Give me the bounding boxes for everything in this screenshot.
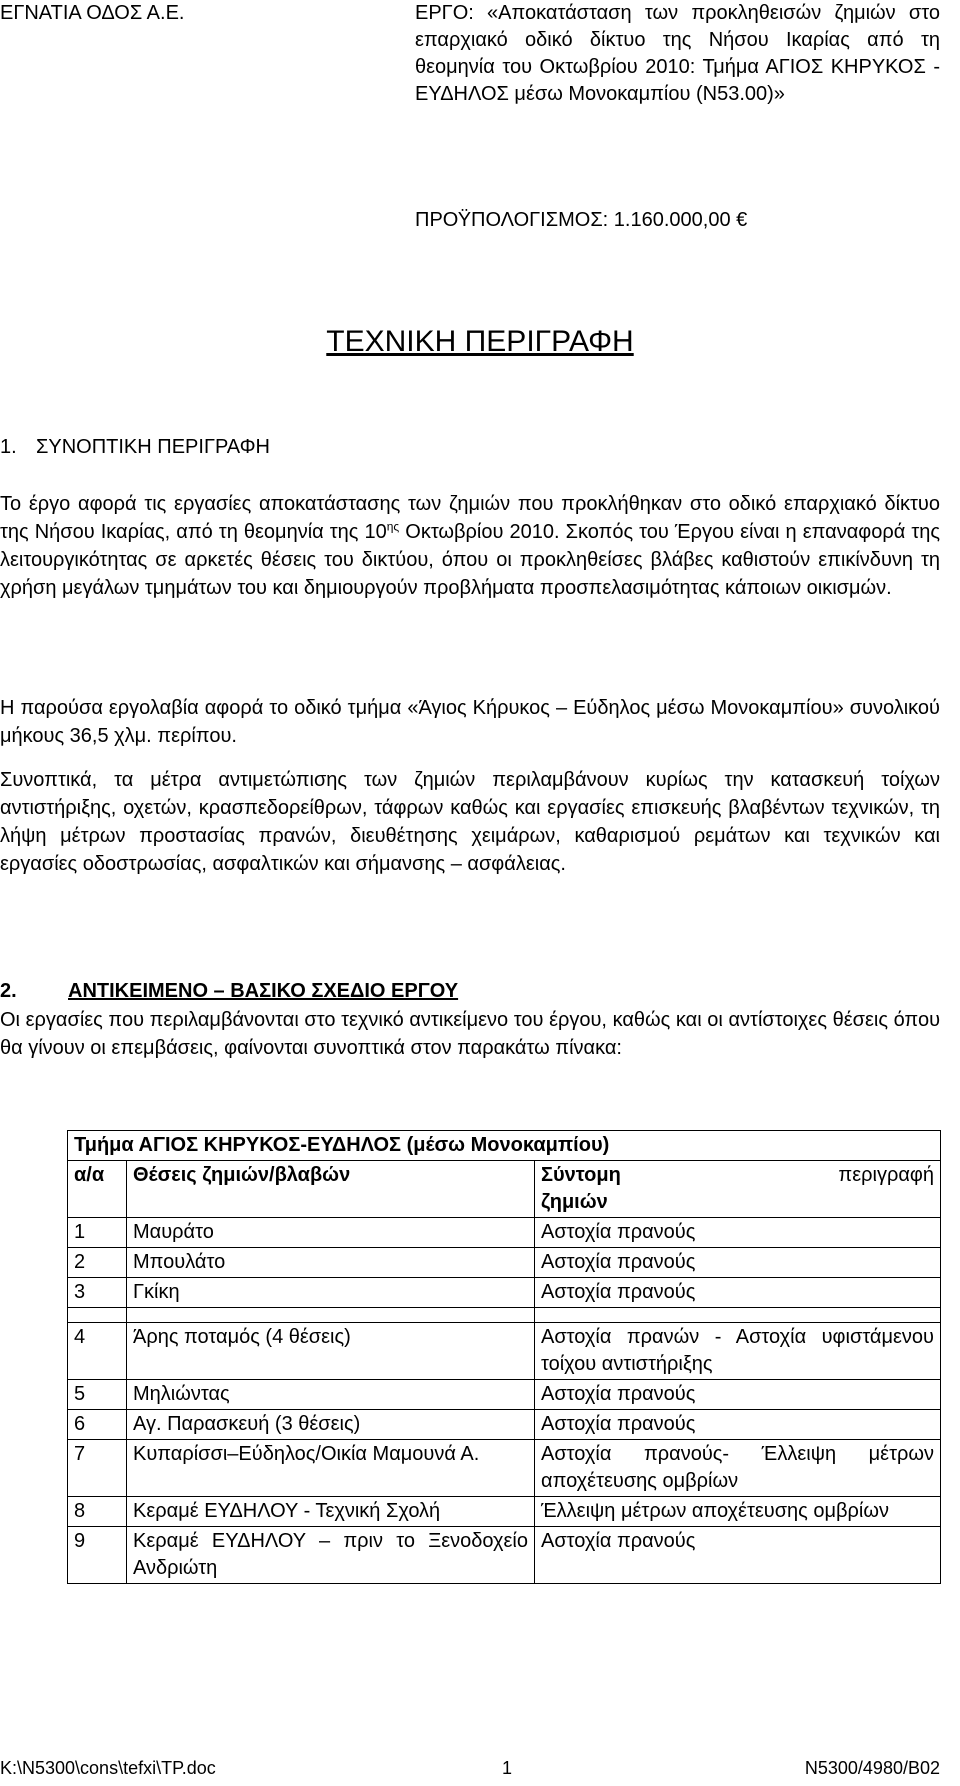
paragraph-text: Οκτωβρίου 2010. Σκοπός του Έργου είναι η επαναφορά της λειτουργικότητας σε αρκετές θέσεις του δικτύου, όπου οι προκληθείσες βλάβες καθιστούν επικίνδυνη τη χρήση μεγάλων τμημάτων του και δημιουργούν προβλήματα προσπελασιμότητας κάποιων οικισμών. — [0, 521, 941, 599]
row-description-cell: Αστοχία πρανούς — [535, 1527, 941, 1584]
section-1-heading — [0, 434, 270, 461]
table-header-row — [68, 1161, 941, 1218]
row-position-cell: Γκίκη — [127, 1278, 535, 1308]
table-row — [68, 1278, 941, 1308]
section-2-number: 2. — [0, 980, 17, 1002]
table-row — [68, 1218, 941, 1248]
section-1-paragraph-1 — [0, 490, 940, 602]
row-number-cell: 5 — [68, 1380, 127, 1410]
table-row — [68, 1497, 941, 1527]
footer-page-number: 1 — [502, 1758, 513, 1778]
row-position-cell: Μαυράτο — [127, 1218, 535, 1248]
row-number-cell: 4 — [68, 1323, 127, 1380]
project-title: ΕΡΓΟ: «Αποκατάσταση των προκληθεισών ζημιών στο επαρχιακό οδικό δίκτυο της Νήσου Ικαρίας από τη θεομηνία του Οκτωβρίου 2010: Τμήμα ΑΓΙΟΣ ΚΗΡΥΚΟΣ - ΕΥΔΗΛΟΣ μέσω Μονοκαμπίου (Ν53.00)» — [415, 2, 940, 105]
row-position-cell: Αγ. Παρασκευή (3 θέσεις) — [127, 1410, 535, 1440]
table-spacer-row — [68, 1308, 941, 1323]
row-number-cell: 1 — [68, 1218, 127, 1248]
row-description-cell: Αστοχία πρανούς — [535, 1248, 941, 1278]
row-position-cell: Άρης ποταμός (4 θέσεις) — [127, 1323, 535, 1380]
header-positions: Θέσεις ζημιών/βλαβών — [127, 1161, 535, 1218]
table-row — [68, 1380, 941, 1410]
row-position-cell: Κεραμέ ΕΥΔΗΛΟΥ – πριν το Ξενοδοχείο Ανδριώτη — [127, 1527, 535, 1584]
table-spacer-cell — [127, 1308, 535, 1323]
header-description-part-1: Σύντομη — [541, 1164, 621, 1186]
row-description-cell: Αστοχία πρανούς — [535, 1278, 941, 1308]
row-description-cell: Αστοχία πρανούς — [535, 1218, 941, 1248]
row-description-cell: Αστοχία πρανούς — [535, 1410, 941, 1440]
row-position-cell: Κυπαρίσσι–Εύδηλος/Οικία Μαμουνά Α. — [127, 1440, 535, 1497]
row-number-cell: 3 — [68, 1278, 127, 1308]
header-description-part-2: περιγραφή — [838, 1164, 934, 1186]
company-name: ΕΓΝΑΤΙΑ ΟΔΟΣ Α.Ε. — [0, 2, 185, 24]
row-number-cell: 7 — [68, 1440, 127, 1497]
section-1-paragraph-3: Συνοπτικά, τα μέτρα αντιμετώπισης των ζημιών περιλαμβάνουν κυρίως την κατασκευή τοίχων αντιστήριξης, οχετών, κρασπεδορείθρων, τάφρων καθώς και εργασίες επισκευής βλαβέντων τεχνικών, τη λήψη μέτρων προστασίας πρανών, διευθέτησης χειμάρων, καθαρισμού ρεμάτων και τεχνικών και εργασίες οδοστρωσίας, ασφαλτικών και σήμανσης – ασφάλειας. — [0, 769, 940, 875]
row-number-cell: 9 — [68, 1527, 127, 1584]
row-description-cell: Αστοχία πρανούς — [535, 1380, 941, 1410]
section-2-heading — [0, 978, 458, 1005]
section-2-heading-text: ΑΝΤΙΚΕΙΜΕΝΟ – ΒΑΣΙΚΟ ΣΧΕΔΙΟ ΕΡΓΟΥ — [68, 980, 459, 1002]
row-number-cell: 2 — [68, 1248, 127, 1278]
row-position-cell: Μηλιώντας — [127, 1380, 535, 1410]
row-description-cell: Έλλειψη μέτρων αποχέτευσης ομβρίων — [535, 1497, 941, 1527]
header-description — [535, 1161, 941, 1218]
table-section-row — [68, 1131, 941, 1161]
section-2-paragraph: Οι εργασίες που περιλαμβάνονται στο τεχνικό αντικείμενο του έργου, καθώς και οι αντίστοιχες θέσεις όπου θα γίνουν οι επεμβάσεις, φαίνονται συνοπτικά στον παρακάτω πίνακα: — [0, 1009, 940, 1059]
table-row — [68, 1440, 941, 1497]
damage-locations-table — [67, 1130, 941, 1584]
table-spacer-cell — [535, 1308, 941, 1323]
ordinal-superscript: ης — [386, 519, 400, 534]
header-aa: α/α — [68, 1161, 127, 1218]
row-position-cell: Κεραμέ ΕΥΔΗΛΟΥ - Τεχνική Σχολή — [127, 1497, 535, 1527]
footer-document-code: N5300/4980/B02 — [804, 1758, 940, 1778]
section-1-heading-text: ΣΥΝΟΠΤΙΚΗ ΠΕΡΙΓΡΑΦΗ — [36, 436, 270, 458]
section-1-number: 1. — [0, 436, 17, 458]
row-description-cell: Αστοχία πρανούς- Έλλειψη μέτρων αποχέτευσης ομβρίων — [535, 1440, 941, 1497]
table-row — [68, 1527, 941, 1584]
row-position-cell: Μπουλάτο — [127, 1248, 535, 1278]
document-title: ΤΕΧΝΙΚΗ ΠΕΡΙΓΡΑΦΗ — [326, 325, 634, 358]
section-1-paragraph-2: Η παρούσα εργολαβία αφορά το οδικό τμήμα «Άγιος Κήρυκος – Εύδηλος μέσω Μονοκαμπίου» συνολικού μήκους 36,5 χλμ. περίπου. — [0, 697, 940, 747]
footer-file-path: K:\N5300\cons\tefxi\TP.doc — [0, 1758, 216, 1778]
row-number-cell: 6 — [68, 1410, 127, 1440]
header-description-part-3: ζημιών — [541, 1191, 608, 1213]
table-row — [68, 1410, 941, 1440]
row-number-cell: 8 — [68, 1497, 127, 1527]
table-spacer-cell — [68, 1308, 127, 1323]
budget-line: ΠΡΟΫΠΟΛΟΓΙΣΜΟΣ: 1.160.000,00 € — [415, 209, 748, 231]
table-section-title: Τμήμα ΑΓΙΟΣ ΚΗΡΥΚΟΣ-ΕΥΔΗΛΟΣ (μέσω Μονοκαμπίου) — [68, 1131, 941, 1161]
table-row — [68, 1323, 941, 1380]
paragraph-text: Το έργο αφορά τις εργασίες αποκατάστασης των ζημιών που προκλήθηκαν στο οδικό επαρχιακό δίκτυο της Νήσου Ικαρίας, από τη θεομηνία της 10 — [0, 493, 940, 543]
table-row — [68, 1248, 941, 1278]
row-description-cell: Αστοχία πρανών - Αστοχία υφιστάμενου τοίχου αντιστήριξης — [535, 1323, 941, 1380]
